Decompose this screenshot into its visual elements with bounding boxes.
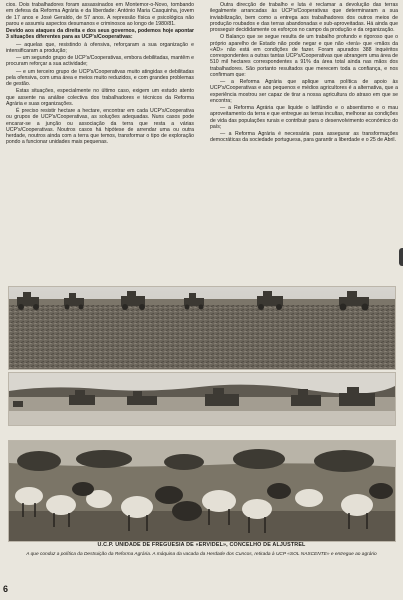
paragraph: cios. Dois trabalhadores foram assassinados em Montemor-o-Novo, tombando em defesa da Reforma Agrária e da liberdade: António Maria Casquinha, jovem de 17 anos e José Geraldo, de 57 anos. A repressão física e psicológica não parou e assumiu aspectos desumanos e criminosos ao longo de 1980/81. [6,2,194,27]
cattle-herd-photo-image [9,441,395,541]
paragraph: — a Reforma Agrária é necessária para assegurar as transformações democráticas da sociedade portuguesa, para garantir a liberdade e o 25 de Abril. [210,131,398,144]
paragraph: — a Reforma Agrária que aplique uma política de apoio às UCP's/Cooperativas e aos pequenos e médios agricultores é a alternativa, que a experiência mostrou ser capaz de tirar a nossa agricultura do atraso em que se encontra; [210,79,398,104]
combines-photo [8,372,396,426]
paragraph: É preciso resistir hectare a hectare, encontrar em cada UCP's/Cooperativa ou grupos de UCP's/Cooperativas, as soluções adequadas. Nuns casos pode encarar-se a junção ou associação da terra que resta a várias UCP's/Cooperativas. Noutros casos há hipótese de arrendar uma ou outra herdade, noutros ainda com a terra que temos, transformar o tipo de exploração pondo a funcionar unidades mais pequenas. [6,108,194,146]
paragraph: — aquelas que, resistindo à ofensiva, reforçaram a sua organização e intensificaram a produção; [6,41,194,54]
harvesters-photo [8,286,396,370]
photo-caption-body: A que conduz a política da Destruição da Reforma Agrária. A máquina da vacada da Herdade dos Cuncos, retirada à UCP «SOL NASCENTE» e entregue ao agrário [26,552,377,557]
paragraph: — a Reforma Agrária que liquide o latifúndio e o absentismo e o mau aproveitamento da terra e que entregue as terras incultas, melhorar as condições de vida das populações rurais e contribuir para o desenvolvimento económico do país; [210,105,398,130]
paragraph: Estas situações, especialmente no último caso, exigem um estudo atento que assente na análise colectiva dos trabalhadores e técnicos da Reforma Agrária e suas organizações. [6,88,194,107]
page-number: 6 [3,584,9,594]
article-columns [6,2,397,288]
page-edge-tab [399,248,403,266]
paragraph-heading: Devido aos ataques da direita e dos seus governos, podemos hoje apontar 3 situações diferentes para as UCP's/Cooperativas: [6,28,194,41]
paragraph: Outra direcção de trabalho e luta é reclamar a devolução das terras ilegalmente arrancadas às UCP's/Cooperativas que determinaram a sua inviabilização, bem como a entrega aos trabalhadores dos outros meios de produção roubados e das terras abandonadas e sub-aproveitadas. Há ainda que prosseguir decididamente os esforços no campo da produção e da organização. [210,2,398,33]
paragraph: — um segundo grupo de UCP's/Cooperativas, embora debilitadas, mantêm e procuram reforçar a sua actividade; [6,55,194,68]
cattle-herd-photo [8,440,396,542]
photo-caption-title: U.C.P. UNIDADE DE FREGUESIA DE «ERVIDEL», CONCELHO DE ALJUSTREL [97,542,306,548]
left-column [6,2,194,147]
right-column [210,2,398,145]
harvesters-photo-image [9,287,395,369]
paragraph: O Balanço que se segue resulta de um trabalho profundo e rigoroso que o próprio aparelho de Estado não pode negar e que não «terá» que «mãos da «AD» não está em condições de fazer. Foram apurados 388 inquéritos correspondentes a outras tantas UCP's/Cooperativas que abrangem uma área de 510 mil hectares correspondentes a 91% da área total ainda nas mãos dos trabalhadores. São portanto resultados que merecem toda a confiança, e nos confirmam que: [210,34,398,78]
combines-photo-image [9,373,395,425]
paragraph: — e um terceiro grupo de UCP's/Cooperativas muito atingidas e debilitadas pela ofensiva, com uma área e meios muito reduzidos, e com grandes problemas de gestão. [6,68,194,87]
